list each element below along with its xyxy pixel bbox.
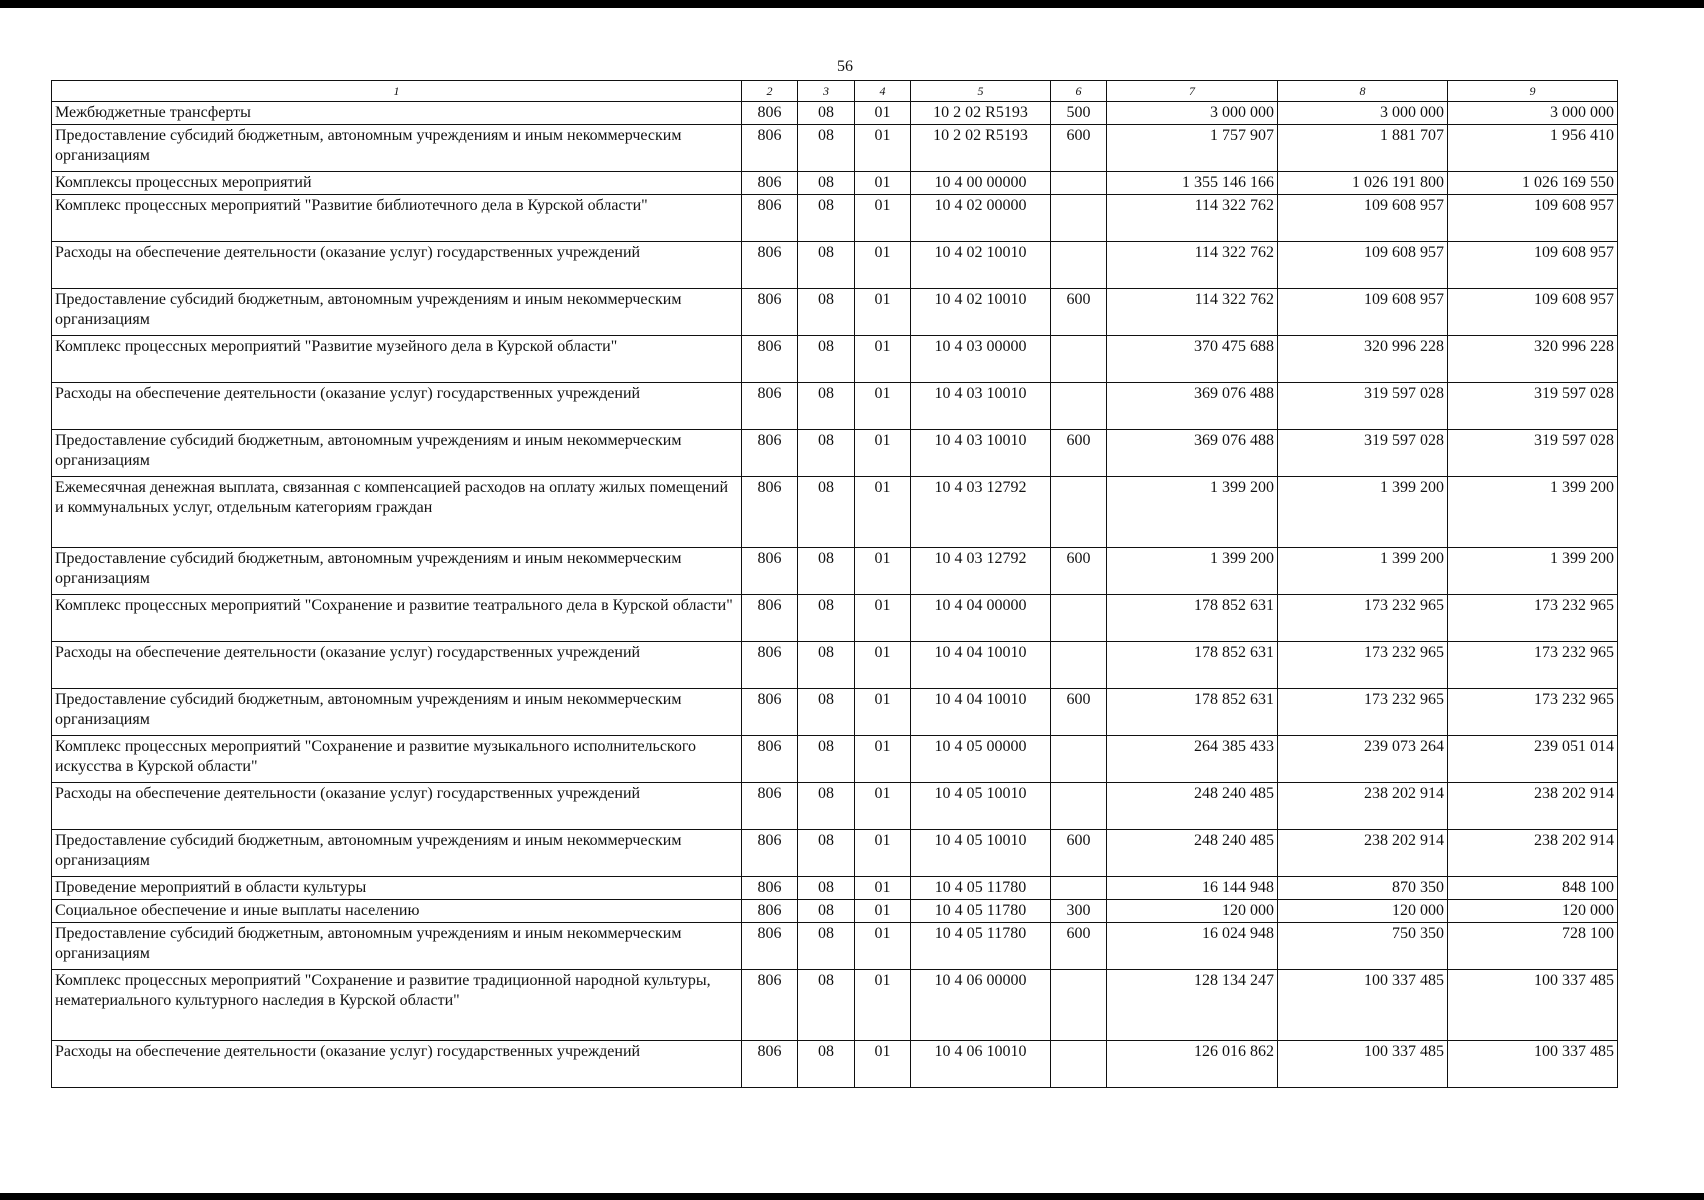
row-name: Предоставление субсидий бюджетным, автономным учреждениям и иным некоммерческим организациям: [52, 430, 742, 477]
row-name: Предоставление субсидий бюджетным, автономным учреждениям и иным некоммерческим организациям: [52, 289, 742, 336]
expense-type-code: 300: [1051, 900, 1107, 923]
table-row: [52, 125, 1618, 172]
amount-year-3: 848 100: [1448, 877, 1618, 900]
subsection-code: 01: [855, 195, 911, 242]
expense-type-code: [1051, 783, 1107, 830]
amount-year-2: 239 073 264: [1278, 736, 1448, 783]
target-article-code: 10 2 02 R5193: [911, 125, 1051, 172]
expense-type-code: [1051, 1041, 1107, 1088]
expense-type-code: 600: [1051, 923, 1107, 970]
section-code: 08: [798, 689, 855, 736]
subsection-code: 01: [855, 736, 911, 783]
grbs-code: 806: [742, 689, 798, 736]
target-article-code: 10 4 03 12792: [911, 477, 1051, 548]
grbs-code: 806: [742, 970, 798, 1041]
section-code: 08: [798, 430, 855, 477]
table-row: [52, 736, 1618, 783]
table-row: [52, 830, 1618, 877]
section-code: 08: [798, 900, 855, 923]
target-article-code: 10 4 04 10010: [911, 642, 1051, 689]
amount-year-2: 319 597 028: [1278, 430, 1448, 477]
subsection-code: 01: [855, 877, 911, 900]
grbs-code: 806: [742, 102, 798, 125]
amount-year-3: 319 597 028: [1448, 430, 1618, 477]
subsection-code: 01: [855, 477, 911, 548]
subsection-code: 01: [855, 430, 911, 477]
table-row: [52, 689, 1618, 736]
grbs-code: 806: [742, 336, 798, 383]
amount-year-1: 369 076 488: [1107, 383, 1278, 430]
amount-year-3: 3 000 000: [1448, 102, 1618, 125]
budget-table: [51, 80, 1618, 1088]
grbs-code: 806: [742, 595, 798, 642]
section-code: 08: [798, 125, 855, 172]
table-row: [52, 548, 1618, 595]
header-cell: 3: [798, 81, 855, 102]
grbs-code: 806: [742, 195, 798, 242]
amount-year-1: 126 016 862: [1107, 1041, 1278, 1088]
table-row: [52, 195, 1618, 242]
grbs-code: 806: [742, 1041, 798, 1088]
grbs-code: 806: [742, 642, 798, 689]
header-cell: 1: [52, 81, 742, 102]
header-cell: 2: [742, 81, 798, 102]
amount-year-2: 1 399 200: [1278, 477, 1448, 548]
table-row: [52, 923, 1618, 970]
amount-year-3: 239 051 014: [1448, 736, 1618, 783]
table-row: [52, 642, 1618, 689]
header-cell: 7: [1107, 81, 1278, 102]
subsection-code: 01: [855, 242, 911, 289]
amount-year-3: 728 100: [1448, 923, 1618, 970]
amount-year-3: 173 232 965: [1448, 642, 1618, 689]
target-article-code: 10 2 02 R5193: [911, 102, 1051, 125]
header-cell: 9: [1448, 81, 1618, 102]
grbs-code: 806: [742, 125, 798, 172]
subsection-code: 01: [855, 642, 911, 689]
grbs-code: 806: [742, 736, 798, 783]
expense-type-code: [1051, 242, 1107, 289]
amount-year-1: 114 322 762: [1107, 289, 1278, 336]
section-code: 08: [798, 289, 855, 336]
subsection-code: 01: [855, 548, 911, 595]
expense-type-code: [1051, 477, 1107, 548]
row-name: Комплекс процессных мероприятий "Развитие библиотечного дела в Курской области": [52, 195, 742, 242]
amount-year-3: 320 996 228: [1448, 336, 1618, 383]
expense-type-code: 600: [1051, 125, 1107, 172]
subsection-code: 01: [855, 1041, 911, 1088]
section-code: 08: [798, 830, 855, 877]
section-code: 08: [798, 336, 855, 383]
amount-year-3: 173 232 965: [1448, 689, 1618, 736]
amount-year-3: 120 000: [1448, 900, 1618, 923]
amount-year-1: 128 134 247: [1107, 970, 1278, 1041]
table-row: [52, 102, 1618, 125]
amount-year-3: 109 608 957: [1448, 289, 1618, 336]
row-name: Ежемесячная денежная выплата, связанная с компенсацией расходов на оплату жилых помещений и коммунальных услуг, отдельным категориям граждан: [52, 477, 742, 548]
row-name: Комплекс процессных мероприятий "Развитие музейного дела в Курской области": [52, 336, 742, 383]
amount-year-2: 320 996 228: [1278, 336, 1448, 383]
row-name: Комплекс процессных мероприятий "Сохранение и развитие театрального дела в Курской области": [52, 595, 742, 642]
expense-type-code: [1051, 336, 1107, 383]
amount-year-3: 1 956 410: [1448, 125, 1618, 172]
row-name: Межбюджетные трансферты: [52, 102, 742, 125]
expense-type-code: 600: [1051, 830, 1107, 877]
amount-year-2: 173 232 965: [1278, 642, 1448, 689]
amount-year-1: 264 385 433: [1107, 736, 1278, 783]
header-cell: 5: [911, 81, 1051, 102]
target-article-code: 10 4 06 10010: [911, 1041, 1051, 1088]
table-row: [52, 242, 1618, 289]
amount-year-2: 1 399 200: [1278, 548, 1448, 595]
section-code: 08: [798, 783, 855, 830]
row-name: Предоставление субсидий бюджетным, автономным учреждениям и иным некоммерческим организациям: [52, 548, 742, 595]
section-code: 08: [798, 242, 855, 289]
expense-type-code: [1051, 172, 1107, 195]
grbs-code: 806: [742, 923, 798, 970]
subsection-code: 01: [855, 383, 911, 430]
subsection-code: 01: [855, 970, 911, 1041]
amount-year-2: 1 881 707: [1278, 125, 1448, 172]
amount-year-1: 1 355 146 166: [1107, 172, 1278, 195]
table-row: [52, 383, 1618, 430]
amount-year-2: 750 350: [1278, 923, 1448, 970]
scan-border-bottom: [0, 1193, 1704, 1200]
expense-type-code: [1051, 383, 1107, 430]
subsection-code: 01: [855, 900, 911, 923]
amount-year-2: 870 350: [1278, 877, 1448, 900]
amount-year-2: 109 608 957: [1278, 195, 1448, 242]
amount-year-1: 120 000: [1107, 900, 1278, 923]
section-code: 08: [798, 923, 855, 970]
amount-year-2: 238 202 914: [1278, 783, 1448, 830]
amount-year-3: 319 597 028: [1448, 383, 1618, 430]
header-cell: 8: [1278, 81, 1448, 102]
amount-year-1: 114 322 762: [1107, 195, 1278, 242]
amount-year-1: 114 322 762: [1107, 242, 1278, 289]
section-code: 08: [798, 736, 855, 783]
grbs-code: 806: [742, 430, 798, 477]
subsection-code: 01: [855, 923, 911, 970]
target-article-code: 10 4 00 00000: [911, 172, 1051, 195]
amount-year-1: 1 399 200: [1107, 548, 1278, 595]
expense-type-code: [1051, 642, 1107, 689]
row-name: Предоставление субсидий бюджетным, автономным учреждениям и иным некоммерческим организациям: [52, 923, 742, 970]
target-article-code: 10 4 02 10010: [911, 242, 1051, 289]
scan-border-top: [0, 0, 1704, 8]
amount-year-3: 1 026 169 550: [1448, 172, 1618, 195]
section-code: 08: [798, 642, 855, 689]
target-article-code: 10 4 02 10010: [911, 289, 1051, 336]
expense-type-code: [1051, 877, 1107, 900]
target-article-code: 10 4 05 10010: [911, 783, 1051, 830]
grbs-code: 806: [742, 477, 798, 548]
expense-type-code: [1051, 736, 1107, 783]
grbs-code: 806: [742, 172, 798, 195]
table-row: [52, 336, 1618, 383]
target-article-code: 10 4 04 10010: [911, 689, 1051, 736]
row-name: Расходы на обеспечение деятельности (оказание услуг) государственных учреждений: [52, 383, 742, 430]
table-row: [52, 289, 1618, 336]
table-row: [52, 595, 1618, 642]
section-code: 08: [798, 102, 855, 125]
amount-year-2: 3 000 000: [1278, 102, 1448, 125]
row-name: Предоставление субсидий бюджетным, автономным учреждениям и иным некоммерческим организациям: [52, 830, 742, 877]
amount-year-3: 100 337 485: [1448, 1041, 1618, 1088]
expense-type-code: 600: [1051, 548, 1107, 595]
grbs-code: 806: [742, 900, 798, 923]
grbs-code: 806: [742, 830, 798, 877]
table-row: [52, 970, 1618, 1041]
target-article-code: 10 4 05 11780: [911, 877, 1051, 900]
amount-year-1: 178 852 631: [1107, 642, 1278, 689]
amount-year-3: 109 608 957: [1448, 195, 1618, 242]
row-name: Комплекс процессных мероприятий "Сохранение и развитие традиционной народной культуры, нематериального культурного наследия в Курской области": [52, 970, 742, 1041]
grbs-code: 806: [742, 242, 798, 289]
grbs-code: 806: [742, 383, 798, 430]
subsection-code: 01: [855, 289, 911, 336]
table-row: [52, 477, 1618, 548]
target-article-code: 10 4 05 00000: [911, 736, 1051, 783]
amount-year-2: 100 337 485: [1278, 970, 1448, 1041]
target-article-code: 10 4 05 11780: [911, 900, 1051, 923]
amount-year-1: 248 240 485: [1107, 783, 1278, 830]
header-cell: 6: [1051, 81, 1107, 102]
amount-year-3: 100 337 485: [1448, 970, 1618, 1041]
section-code: 08: [798, 1041, 855, 1088]
amount-year-3: 1 399 200: [1448, 548, 1618, 595]
subsection-code: 01: [855, 172, 911, 195]
row-name: Предоставление субсидий бюджетным, автономным учреждениям и иным некоммерческим организациям: [52, 125, 742, 172]
target-article-code: 10 4 03 10010: [911, 430, 1051, 477]
subsection-code: 01: [855, 830, 911, 877]
amount-year-2: 173 232 965: [1278, 689, 1448, 736]
grbs-code: 806: [742, 877, 798, 900]
row-name: Расходы на обеспечение деятельности (оказание услуг) государственных учреждений: [52, 1041, 742, 1088]
amount-year-1: 1 757 907: [1107, 125, 1278, 172]
amount-year-1: 1 399 200: [1107, 477, 1278, 548]
expense-type-code: [1051, 195, 1107, 242]
table-row: [52, 430, 1618, 477]
subsection-code: 01: [855, 783, 911, 830]
subsection-code: 01: [855, 595, 911, 642]
header-cell: 4: [855, 81, 911, 102]
row-name: Социальное обеспечение и иные выплаты населению: [52, 900, 742, 923]
amount-year-2: 319 597 028: [1278, 383, 1448, 430]
row-name: Расходы на обеспечение деятельности (оказание услуг) государственных учреждений: [52, 642, 742, 689]
amount-year-2: 109 608 957: [1278, 289, 1448, 336]
row-name: Проведение мероприятий в области культуры: [52, 877, 742, 900]
amount-year-2: 109 608 957: [1278, 242, 1448, 289]
amount-year-1: 16 144 948: [1107, 877, 1278, 900]
target-article-code: 10 4 03 12792: [911, 548, 1051, 595]
section-code: 08: [798, 548, 855, 595]
amount-year-1: 370 475 688: [1107, 336, 1278, 383]
row-name: Комплексы процессных мероприятий: [52, 172, 742, 195]
row-name: Расходы на обеспечение деятельности (оказание услуг) государственных учреждений: [52, 783, 742, 830]
amount-year-2: 100 337 485: [1278, 1041, 1448, 1088]
table-row: [52, 900, 1618, 923]
grbs-code: 806: [742, 289, 798, 336]
expense-type-code: 600: [1051, 689, 1107, 736]
amount-year-1: 3 000 000: [1107, 102, 1278, 125]
amount-year-1: 248 240 485: [1107, 830, 1278, 877]
amount-year-1: 16 024 948: [1107, 923, 1278, 970]
amount-year-1: 369 076 488: [1107, 430, 1278, 477]
expense-type-code: [1051, 970, 1107, 1041]
subsection-code: 01: [855, 689, 911, 736]
amount-year-3: 238 202 914: [1448, 783, 1618, 830]
amount-year-1: 178 852 631: [1107, 595, 1278, 642]
amount-year-2: 120 000: [1278, 900, 1448, 923]
target-article-code: 10 4 05 10010: [911, 830, 1051, 877]
amount-year-2: 238 202 914: [1278, 830, 1448, 877]
expense-type-code: 500: [1051, 102, 1107, 125]
expense-type-code: [1051, 595, 1107, 642]
subsection-code: 01: [855, 125, 911, 172]
amount-year-2: 1 026 191 800: [1278, 172, 1448, 195]
section-code: 08: [798, 877, 855, 900]
amount-year-2: 173 232 965: [1278, 595, 1448, 642]
amount-year-3: 173 232 965: [1448, 595, 1618, 642]
amount-year-3: 1 399 200: [1448, 477, 1618, 548]
target-article-code: 10 4 03 10010: [911, 383, 1051, 430]
section-code: 08: [798, 970, 855, 1041]
target-article-code: 10 4 05 11780: [911, 923, 1051, 970]
subsection-code: 01: [855, 336, 911, 383]
section-code: 08: [798, 383, 855, 430]
subsection-code: 01: [855, 102, 911, 125]
section-code: 08: [798, 477, 855, 548]
header-row: [52, 81, 1618, 102]
target-article-code: 10 4 04 00000: [911, 595, 1051, 642]
grbs-code: 806: [742, 783, 798, 830]
expense-type-code: 600: [1051, 430, 1107, 477]
section-code: 08: [798, 195, 855, 242]
amount-year-3: 109 608 957: [1448, 242, 1618, 289]
table-row: [52, 1041, 1618, 1088]
target-article-code: 10 4 06 00000: [911, 970, 1051, 1041]
page-number: 56: [837, 58, 853, 75]
table-row: [52, 783, 1618, 830]
row-name: Расходы на обеспечение деятельности (оказание услуг) государственных учреждений: [52, 242, 742, 289]
target-article-code: 10 4 03 00000: [911, 336, 1051, 383]
section-code: 08: [798, 172, 855, 195]
expense-type-code: 600: [1051, 289, 1107, 336]
row-name: Комплекс процессных мероприятий "Сохранение и развитие музыкального исполнительского искусства в Курской области": [52, 736, 742, 783]
section-code: 08: [798, 595, 855, 642]
row-name: Предоставление субсидий бюджетным, автономным учреждениям и иным некоммерческим организациям: [52, 689, 742, 736]
table-row: [52, 877, 1618, 900]
grbs-code: 806: [742, 548, 798, 595]
table-row: [52, 172, 1618, 195]
target-article-code: 10 4 02 00000: [911, 195, 1051, 242]
amount-year-3: 238 202 914: [1448, 830, 1618, 877]
amount-year-1: 178 852 631: [1107, 689, 1278, 736]
